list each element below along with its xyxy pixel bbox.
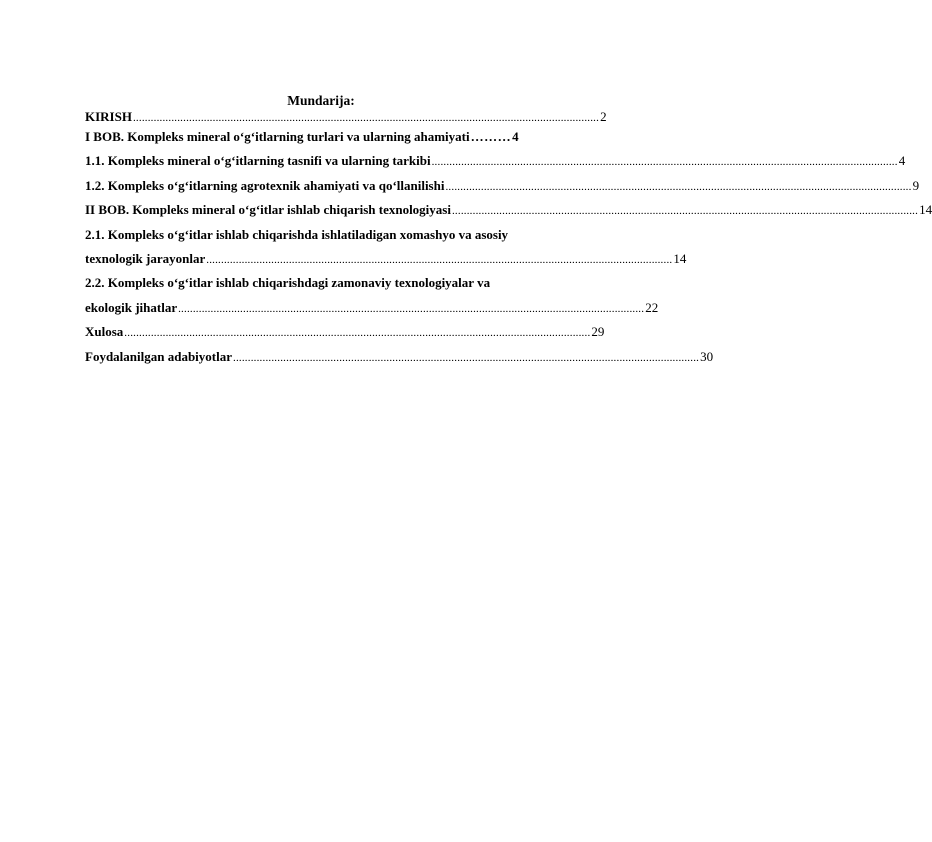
toc-dot-leader: .............................................................................................................................................................. bbox=[431, 156, 898, 169]
toc-entry-references[interactable] bbox=[85, 348, 714, 373]
toc-entry-xulosa[interactable] bbox=[85, 324, 605, 348]
toc-dot-leader: .............................................................................................................................................................. bbox=[178, 302, 645, 315]
toc-dot-leader: .............................................................................................................................................................. bbox=[233, 351, 700, 364]
toc-page-number: 4 bbox=[898, 153, 906, 169]
toc-entry-chapter-2[interactable] bbox=[85, 202, 932, 226]
toc-page-number: 22 bbox=[645, 299, 659, 315]
toc-entry-section-2-2[interactable] bbox=[85, 275, 659, 324]
toc-page-number: 30 bbox=[700, 348, 714, 364]
toc-page-number: 9 bbox=[912, 177, 920, 193]
toc-entry-label-line1: 2.2. Kompleks o‘g‘itlar ishlab chiqarishdagi zamonaviy texnologiyalar va bbox=[85, 275, 491, 291]
toc-entry-label: Xulosa bbox=[85, 324, 124, 340]
toc-entry-label: Foydalanilgan adabiyotlar bbox=[85, 348, 232, 364]
toc-page-number: 29 bbox=[591, 324, 605, 340]
toc-page-number: 4 bbox=[512, 129, 519, 144]
toc-dot-leader: .............................................................................................................................................................. bbox=[451, 205, 919, 218]
toc-entry-label-line2: texnologik jarayonlar bbox=[85, 250, 206, 266]
toc-entry-section-2-1[interactable] bbox=[85, 226, 687, 276]
toc-entry-section-1-1[interactable] bbox=[85, 153, 906, 177]
toc-title: Mundarija: bbox=[287, 93, 355, 108]
toc-dot-leader: .............................................................................................................................................................. bbox=[132, 112, 600, 124]
toc-entry-label-line2: ekologik jihatlar bbox=[85, 299, 178, 315]
toc-entry-kirish[interactable] bbox=[85, 109, 607, 129]
toc-entry-label: II BOB. Kompleks mineral o‘g‘itlar ishlab chiqarish texnologiyasi bbox=[85, 202, 451, 218]
toc-page-number: 2 bbox=[600, 109, 607, 124]
toc-page-number: 14 bbox=[673, 250, 687, 266]
toc-entry-chapter-1[interactable] bbox=[85, 129, 553, 153]
toc-dot-leader: .............................................................................................................................................................. bbox=[445, 180, 912, 193]
toc-entry-label: I BOB. Kompleks mineral o‘g‘itlarning turlari va ularning ahamiyati bbox=[85, 129, 470, 144]
toc-dot-leader: .............................................................................................................................................................. bbox=[124, 327, 591, 340]
toc-entry-label-line1: 2.1. Kompleks o‘g‘itlar ishlab chiqarishda ishlatiladigan xomashyo va asosiy bbox=[85, 226, 509, 242]
toc-dot-leader: ……… bbox=[470, 129, 512, 144]
table-of-contents bbox=[85, 109, 932, 373]
toc-entry-label: 1.2. Kompleks o‘g‘itlarning agrotexnik ahamiyati va qo‘llanilishi bbox=[85, 177, 445, 193]
toc-entry-label: 1.1. Kompleks mineral o‘g‘itlarning tasnifi va ularning tarkibi bbox=[85, 153, 431, 169]
toc-page-number: 14 bbox=[919, 202, 932, 218]
toc-entry-section-1-2[interactable] bbox=[85, 177, 920, 202]
toc-entry-label: KIRISH bbox=[85, 109, 132, 124]
toc-dot-leader: .............................................................................................................................................................. bbox=[206, 253, 673, 266]
